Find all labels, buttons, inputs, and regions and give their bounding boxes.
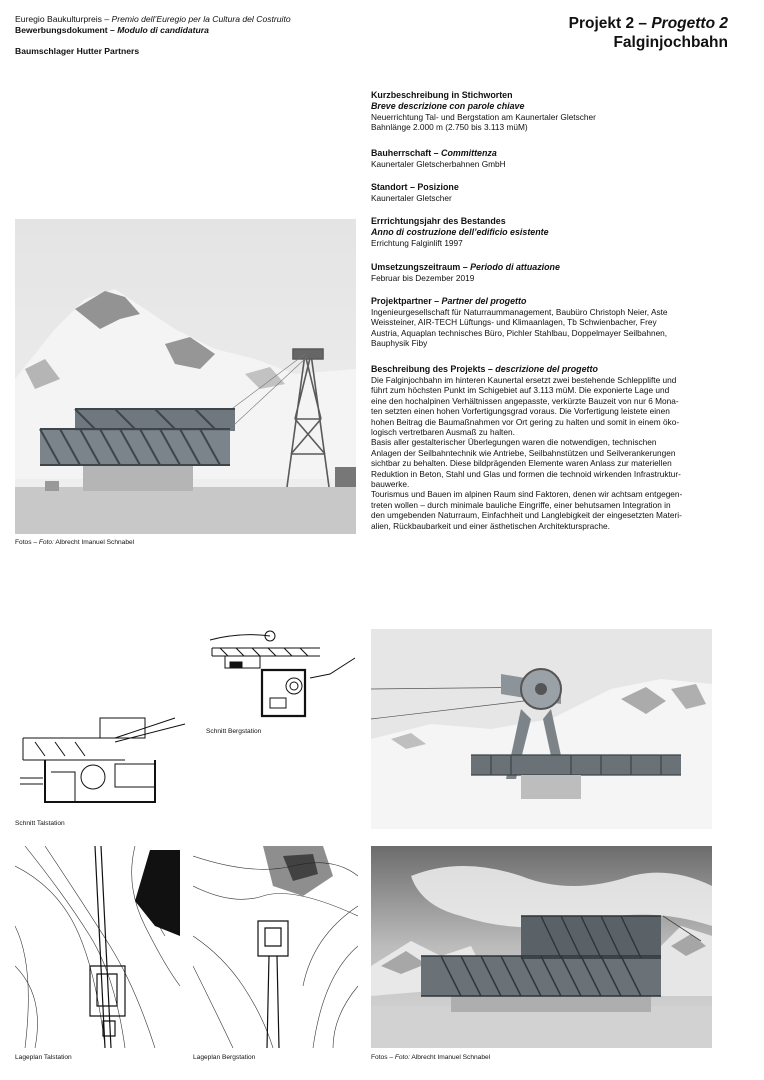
section-standort: Standort – Posizione Kaunertaler Gletscher	[371, 182, 459, 203]
caption-lageplan-talstation: Lageplan Talstation	[15, 1054, 72, 1061]
section-bauherrschaft: Bauherrschaft – Committenza Kaunertaler Gletscherbahnen GmbH	[371, 148, 506, 169]
photo-credit-1: Fotos – Foto: Albrecht Imanuel Schnabel	[15, 539, 135, 546]
drawing-schnitt-bergstation	[200, 628, 360, 728]
section-projektpartner: Projektpartner – Partner del progetto Ingenieurgesellschaft für Naturraummanagement, Baubüro Christoph Neier, Aste Weissteiner, AIR-TECH Lüftungs- und Klimaanlagen, Tb Schwienbacher, Frey Austria, Aquaplan technisches Büro, Pichler Stahlbau, Doppelmayer Seilbahnen, Bauphysik Fiby	[371, 296, 668, 349]
caption-lageplan-bergstation: Lageplan Bergstation	[193, 1054, 256, 1061]
header-line-1: Euregio Baukulturpreis – Premio dell’Euregio per la Cultura del Costruito	[15, 14, 291, 24]
photo-credit-2: Fotos – Foto: Albrecht Imanuel Schnabel	[371, 1054, 491, 1061]
section-beschreibung: Beschreibung des Projekts – descrizione del progetto Die Falginjochbahn im hinteren Kaunertal ersetzt zwei bestehende Schlepplifte und führt zum höchsten Punkt im Schigebiet auf 3.113 müM. Die exponierte Lage und eine den hochalpinen Verhältnissen angepasste, verkürzte Bauzeit von nur 6 Mona- ten setzten einen hohen Vorfertigungsgrad voraus. Die Vorfertigung leistete einen hohen Beitrag die Baumaßnahmen vor Ort gering zu halten und somit in einem öko- logisch vertretbaren Ausmaß zu halten. Basis aller gestalterischer Überlegungen waren die notwendigen, technischen Anlagen der Seilbahntechnik wie Antriebe, Seilbahnstützen und Seilverankerungen sichtbar zu behalten. Diese bildprägenden Elemente waren Anlass zur materiellen Reduktion in Beton, Stahl und Glas und formen die technoid wirkenden Infrastruktur- bauwerke. Tourismus und Bauen im alpinen Raum sind Faktoren, denen wir achtsam entgegen- treten wollen – durch minimale bauliche Eingriffe, einer behutsamen Integration in den umgebenden Naturraum, Einfachheit und Langlebigkeit der eingesetzten Materi- alien, Rückbaubarkeit und einer ästhetischen Architektursprache.	[371, 364, 683, 531]
drawing-lageplan-bergstation	[193, 846, 358, 1048]
project-name: Falginjochbahn	[613, 34, 728, 51]
caption-schnitt-bergstation: Schnitt Bergstation	[206, 728, 262, 735]
section-umsetzung: Umsetzungszeitraum – Periodo di attuazione Februar bis Dezember 2019	[371, 262, 560, 283]
drawing-lageplan-talstation	[15, 846, 180, 1048]
section-kurzbeschreibung: Kurzbeschreibung in Stichworten Breve descrizione con parole chiave Neuerrichtung Tal- und Bergstation am Kaunertaler Gletscher Bahnlänge 2.000 m (2.750 bis 3.113 müM)	[371, 90, 596, 133]
project-title: Projekt 2 – Progetto 2 Falginjochbahn	[568, 15, 728, 51]
caption-schnitt-talstation: Schnitt Talstation	[15, 820, 65, 827]
photo-talstation-closeup	[371, 846, 712, 1048]
drawing-schnitt-talstation	[15, 712, 195, 812]
header-line-2: Bewerbungsdokument – Modulo di candidatura	[15, 25, 209, 35]
firm-name: Baumschlager Hutter Partners	[15, 46, 140, 56]
section-errichtung: Errrichtungsjahr des Bestandes Anno di costruzione dell’edificio esistente Errichtung Falginlift 1997	[371, 216, 549, 248]
photo-bergstation	[371, 629, 712, 829]
photo-talstation	[15, 219, 356, 534]
